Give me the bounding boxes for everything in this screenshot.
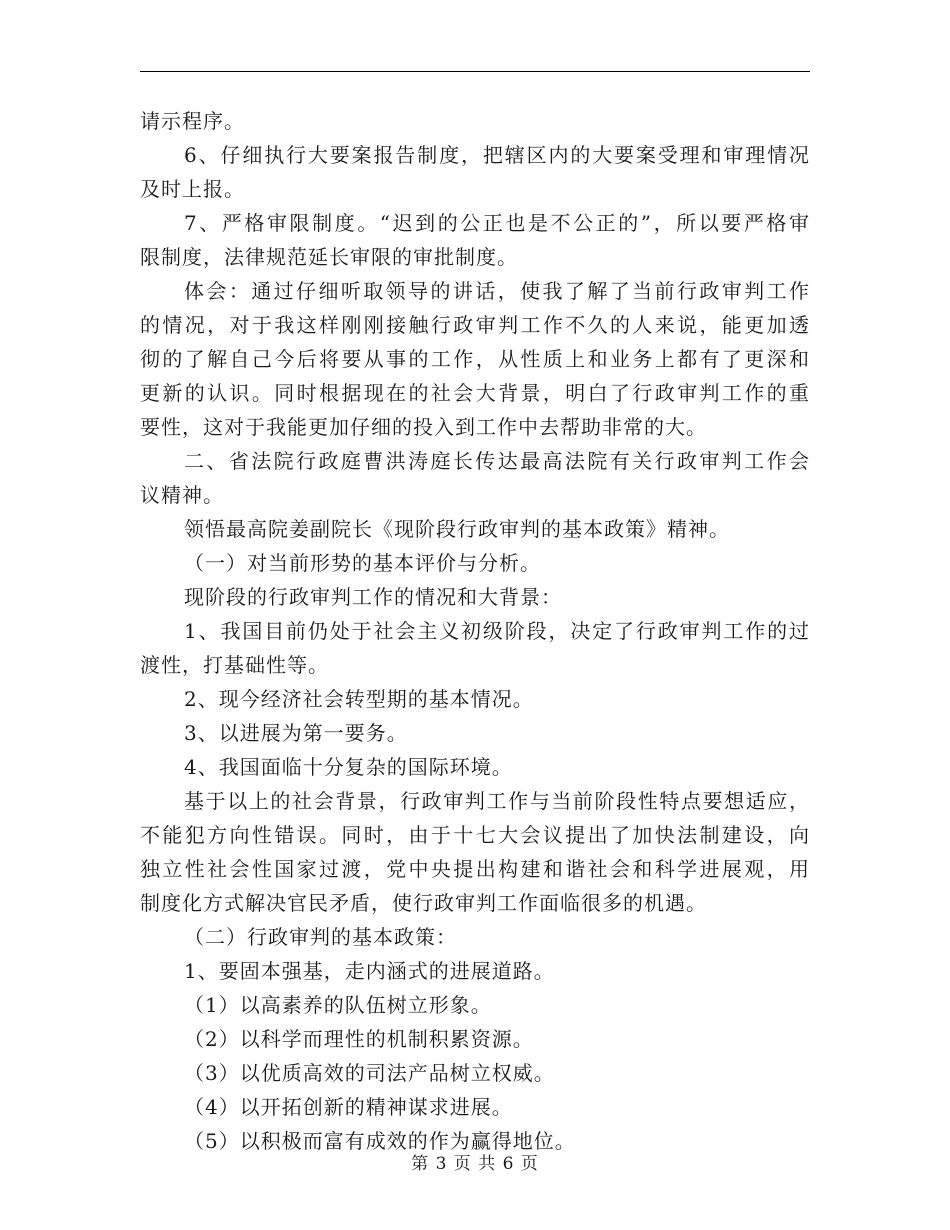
paragraph-line: 要性，这对于我能更加仔细的投入到工作中去帮助非常的大。: [140, 415, 707, 439]
list-item: （3）以优质高效的司法产品树立权威。: [184, 1061, 555, 1085]
header-rule: [140, 71, 810, 72]
section-heading: （一）对当前形势的基本评价与分析。: [184, 551, 541, 575]
paragraph-line: 领悟最高院姜副院长《现阶段行政审判的基本政策》精神。: [184, 517, 730, 541]
paragraph-line: 6、仔细执行大要案报告制度，把辖区内的大要案受理和审理情况: [184, 143, 810, 167]
paragraph-line: 基于以上的社会背景，行政审判工作与当前阶段性特点要想适应，: [184, 789, 810, 813]
list-item: 3、以进展为第一要务。: [184, 721, 408, 745]
paragraph-line: 更新的认识。同时根据现在的社会大背景，明白了行政审判工作的重: [140, 381, 810, 405]
document-body: [140, 104, 810, 1158]
paragraph-line: 现阶段的行政审判工作的情况和大背景：: [184, 585, 562, 609]
list-item: （5）以积极而富有成效的作为赢得地位。: [184, 1129, 576, 1153]
paragraph-line: 限制度，法律规范延长审限的审批制度。: [140, 245, 518, 269]
paragraph-line: 渡性，打基础性等。: [140, 653, 329, 677]
list-item: 2、现今经济社会转型期的基本情况。: [184, 687, 534, 711]
list-item: （2）以科学而理性的机制积累资源。: [184, 1027, 534, 1051]
paragraph-line: 的情况，对于我这样刚刚接触行政审判工作不久的人来说，能更加透: [140, 313, 810, 337]
list-item: （1）以高素养的队伍树立形象。: [184, 993, 492, 1017]
paragraph-line: 7、严格审限制度。“迟到的公正也是不公正的”，所以要严格审: [184, 211, 810, 235]
page-number-footer: 第 3 页 共 6 页: [411, 1154, 539, 1174]
list-item: 4、我国面临十分复杂的国际环境。: [184, 755, 513, 779]
paragraph-line: 议精神。: [140, 483, 224, 507]
paragraph-line: 彻的了解自己今后将要从事的工作，从性质上和业务上都有了更深和: [140, 347, 810, 371]
list-item: 1、要固本强基，走内涵式的进展道路。: [184, 959, 555, 983]
paragraph-line: 及时上报。: [140, 177, 245, 201]
paragraph-line: 独立性社会性国家过渡，党中央提出构建和谐社会和科学进展观，用: [140, 857, 810, 881]
paragraph-line: 制度化方式解决官民矛盾，使行政审判工作面临很多的机遇。: [140, 891, 707, 915]
paragraph-line: 二、省法院行政庭曹洪涛庭长传达最高法院有关行政审判工作会: [184, 449, 810, 473]
list-item: 1、我国目前仍处于社会主义初级阶段，决定了行政审判工作的过: [184, 619, 810, 643]
section-heading: （二）行政审判的基本政策：: [184, 925, 457, 949]
paragraph-line: 请示程序。: [140, 109, 245, 133]
list-item: （4）以开拓创新的精神谋求进展。: [184, 1095, 513, 1119]
paragraph-line: 不能犯方向性错误。同时，由于十七大会议提出了加快法制建设，向: [140, 823, 810, 847]
paragraph-line: 体会：通过仔细听取领导的讲话，使我了解了当前行政审判工作: [184, 279, 810, 303]
